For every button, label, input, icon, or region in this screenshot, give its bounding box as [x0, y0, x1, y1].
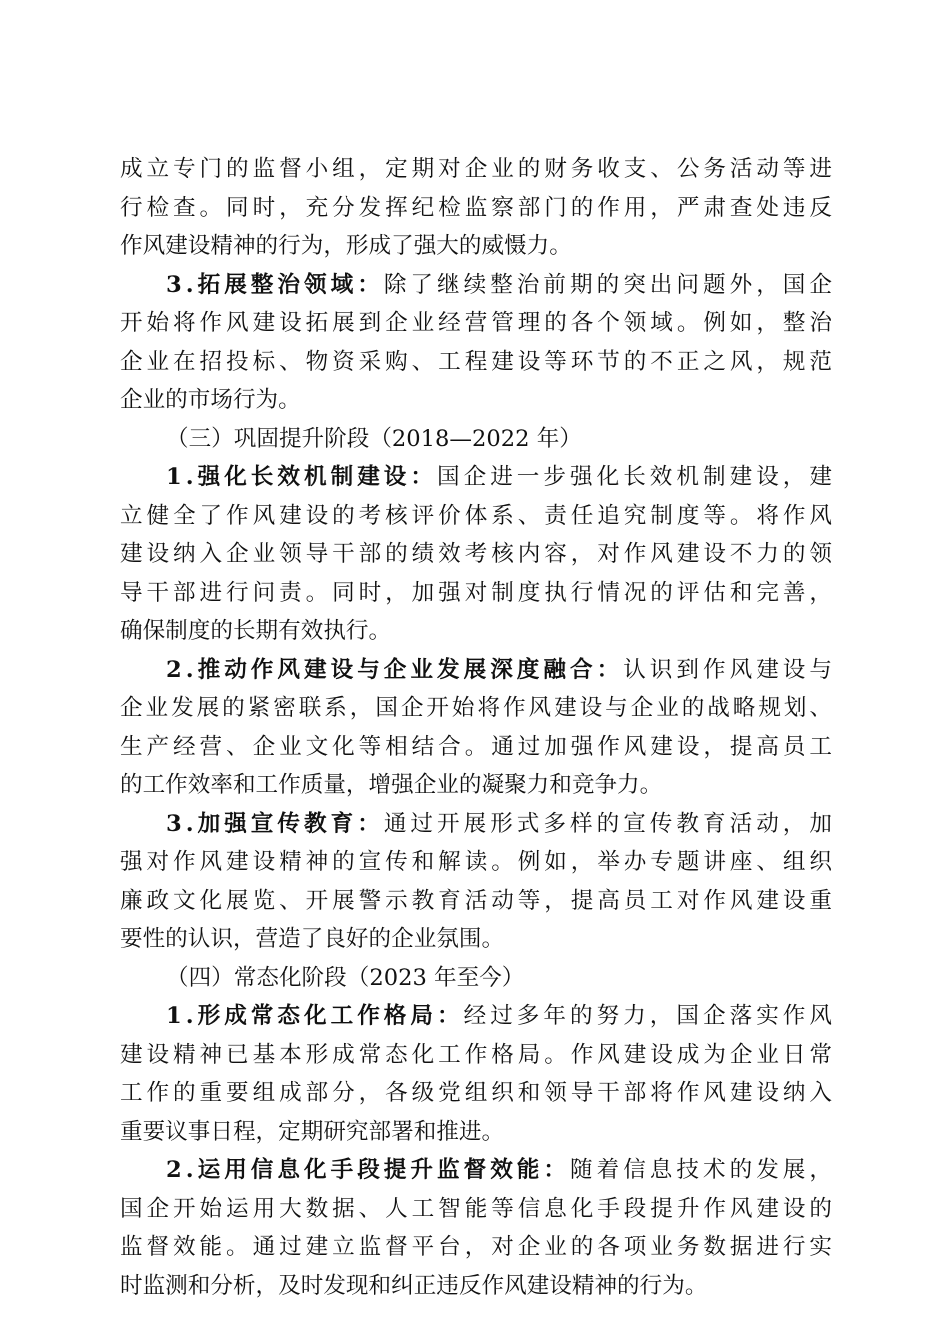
text-line	[120, 381, 832, 420]
text-line	[120, 997, 837, 1036]
item-title: 1.强化长效机制建设：	[166, 464, 437, 490]
line-text: 生产经营、企业文化等相结合。通过加强作风建设，提高员工	[120, 733, 836, 760]
text-line	[120, 1036, 836, 1075]
line-text: 企业在招投标、物资采购、工程建设等环节的不正之风，规范	[120, 348, 836, 375]
text-line	[120, 227, 832, 266]
document-body	[120, 150, 837, 1305]
text-line	[120, 766, 832, 805]
line-text: 建设精神已基本形成常态化工作格局。作风建设成为企业日常	[120, 1041, 836, 1068]
line-text: 要性的认识，营造了良好的企业氛围。	[120, 926, 505, 952]
line-text: 行检查。同时，充分发挥纪检监察部门的作用，严肃查处违反	[120, 194, 836, 221]
section-heading	[120, 420, 832, 459]
text-line	[120, 920, 832, 959]
line-text: 监督效能。通过建立监督平台，对企业的各项业务数据进行实	[120, 1234, 836, 1260]
item-title: 2.运用信息化手段提升监督效能：	[166, 1157, 570, 1183]
item-title: 3.拓展整治领域：	[166, 271, 384, 298]
text-line	[120, 266, 837, 305]
item-title: 2.推动作风建设与企业发展深度融合：	[166, 656, 624, 683]
text-line	[120, 189, 836, 228]
line-text: 强对作风建设精神的宣传和解读。例如，举办专题讲座、组织	[120, 849, 836, 875]
text-line	[120, 651, 837, 690]
item-title: 3.加强宣传教育：	[166, 810, 384, 837]
text-line	[120, 535, 836, 574]
section-heading	[120, 959, 832, 998]
item-title: 1.形成常态化工作格局：	[166, 1003, 464, 1029]
line-text: 重要议事日程，定期研究部署和推进。	[120, 1118, 505, 1145]
text-line	[120, 1074, 836, 1113]
line-text: 认识到作风建设与	[623, 656, 837, 683]
line-text: 国企开始运用大数据、人工智能等信息化手段提升作风建设的	[120, 1195, 836, 1222]
line-text: 立健全了作风建设的考核评价体系、责任追究制度等。将作风	[120, 502, 836, 529]
line-text: 成立专门的监督小组，定期对企业的财务收支、公务活动等进	[120, 156, 836, 182]
text-line	[120, 497, 836, 536]
line-text: 导干部进行问责。同时，加强对制度执行情况的评估和完善，	[120, 579, 836, 606]
line-text: 经过多年的努力，国企落实作风	[463, 1003, 837, 1029]
text-line	[120, 612, 832, 651]
text-line	[120, 343, 836, 382]
line-text: 建设纳入企业领导干部的绩效考核内容，对作风建设不力的领	[120, 541, 836, 567]
text-line	[120, 805, 837, 844]
line-text: 通过开展形式多样的宣传教育活动，加	[383, 810, 837, 837]
line-text: 作风建设精神的行为，形成了强大的威慑力。	[120, 233, 572, 259]
text-line	[120, 882, 836, 921]
text-line	[120, 1113, 832, 1152]
line-text: 企业发展的紧密联系，国企开始将作风建设与企业的战略规划、	[120, 695, 835, 721]
line-text: 国企进一步强化长效机制建设，建	[437, 464, 836, 490]
line-text: 除了继续整治前期的突出问题外，国企	[383, 271, 837, 298]
text-line	[120, 150, 836, 189]
text-line	[120, 1228, 836, 1267]
text-line	[120, 458, 836, 497]
line-text: 确保制度的长期有效执行。	[120, 618, 392, 644]
line-text: （三）巩固提升阶段（2018—2022 年）	[166, 425, 582, 452]
text-line	[120, 304, 836, 343]
text-line	[120, 1151, 836, 1190]
text-line	[120, 1267, 832, 1306]
line-text: （四）常态化阶段（2023 年至今）	[166, 964, 525, 991]
text-line	[120, 574, 836, 613]
text-line	[120, 1190, 836, 1229]
text-line	[120, 689, 835, 728]
text-line	[120, 843, 836, 882]
line-text: 开始将作风建设拓展到企业经营管理的各个领域。例如，整治	[120, 310, 836, 336]
line-text: 企业的市场行为。	[120, 387, 301, 413]
line-text: 时监测和分析，及时发现和纠正违反作风建设精神的行为。	[120, 1272, 708, 1299]
line-text: 工作的重要组成部分，各级党组织和领导干部将作风建设纳入	[120, 1080, 836, 1106]
text-line	[120, 728, 836, 767]
line-text: 随着信息技术的发展，	[570, 1157, 836, 1183]
line-text: 廉政文化展览、开展警示教育活动等，提高员工对作风建设重	[120, 887, 836, 914]
line-text: 的工作效率和工作质量，增强企业的凝聚力和竞争力。	[120, 772, 663, 798]
